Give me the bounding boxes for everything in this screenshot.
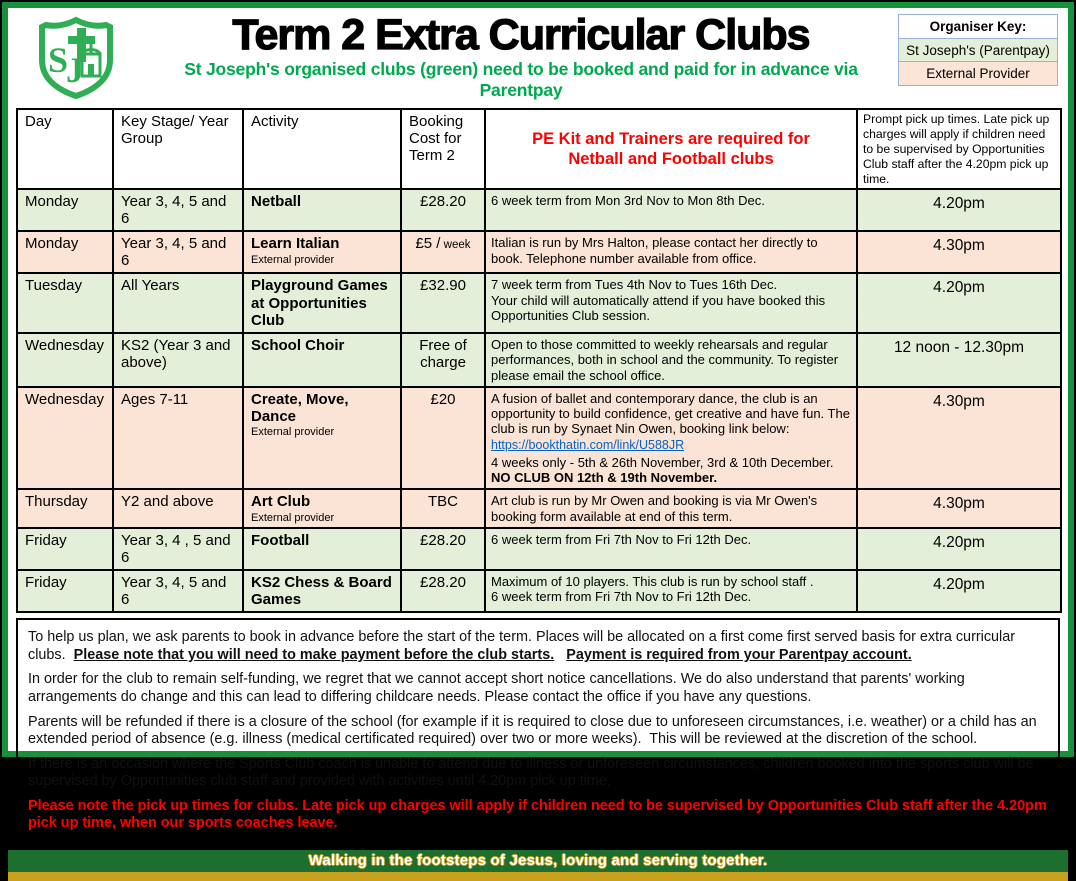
activity-name: Playground Games at Opportunities Club [251,277,388,329]
description-line: Your child will automatically attend if you have booked this Opportunities Club session. [491,292,826,323]
activity-name: Learn Italian [251,235,340,253]
pickup-cell: 4.20pm [857,570,1061,613]
note-text-segment: Please note the pick up times for clubs. Late pick up charges will apply if children need to be supervised by Opportunities Club staff after the 4.20pm pick up time, when our sports coaches leave. [28,797,1051,832]
description-cell [485,387,857,490]
keystage-cell: Year 3, 4, 5 and 6 [113,231,243,273]
table-row [17,333,1061,387]
activity-name: KS2 Chess & Board Games [251,573,392,609]
note-text-segment: Payment is required from your Parentpay account. [566,646,912,663]
keystage-cell: All Years [113,273,243,333]
keystage-cell: Y2 and above [113,489,243,527]
description-cell [485,189,857,231]
keystage-cell: Year 3, 4, 5 and 6 [113,189,243,231]
note-text-segment: Please note that you will need to make payment before the club starts. [73,646,555,663]
cost-cell: £28.20 [401,528,485,570]
description-line: Italian is run by Mrs Halton, please contact her directly to book. Telephone number available from office. [491,235,818,266]
note-text-segment: To help us plan, we ask parents to book in advance before the start of the term. Places will be allocated on a first come first served basis for extra curricular clubs. [28,629,1020,663]
description-line: 6 week term from Fri 7th Nov to Fri 12th Dec. [491,588,752,604]
column-header-cost: Booking Cost for Term 2 [401,109,485,189]
description-line: 7 week term from Tues 4th Nov to Tues 16th Dec. [491,277,778,293]
activity-cell [243,489,401,527]
activity-name: Create, Move, Dance [251,390,349,425]
description-line: 6 week term from Fri 7th Nov to Fri 12th Dec. [491,531,752,547]
activity-cell [243,387,401,490]
activity-name: School Choir [251,337,345,355]
activity-cell [243,273,401,333]
activity-name: Art Club [251,493,311,511]
table-header-row [17,109,1061,189]
keystage-cell: Year 3, 4, 5 and 6 [113,570,243,613]
activity-cell [243,189,401,231]
description-cell [485,231,857,273]
notes-box [16,618,1060,846]
cost-cell: £28.20 [401,570,485,613]
pickup-cell: 4.30pm [857,387,1061,490]
description-line: NO CLUB ON 12th & 19th November. [491,470,718,486]
keystage-cell: Ages 7-11 [113,387,243,490]
description-line: 4 weeks only - 5th & 26th November, 3rd & 10th December. [491,454,834,470]
cost-cell: £20 [401,387,485,490]
activity-name: Netball [251,193,302,211]
activity-name: Football [251,531,310,549]
booking-link[interactable]: https://bookthatin.com/link/U588JR [491,438,685,453]
organiser-key-item-external: External Provider [898,61,1058,86]
school-logo [16,12,150,105]
page-subtitle: St Joseph's organised clubs (green) need to be booked and paid for in advance via Parentpay [184,58,858,100]
table-row [17,570,1061,613]
pickup-cell: 4.20pm [857,528,1061,570]
organiser-key [898,14,1058,86]
external-provider-label: External provider [251,511,335,524]
column-header-keystage: Key Stage/ Year Group [113,109,243,189]
cost-cell: £28.20 [401,189,485,231]
description-line: Art club is run by Mr Owen and booking is via Mr Owen's booking form available at end of this term. [491,493,818,524]
table-row [17,387,1061,490]
description-line: 6 week term from Mon 3rd Nov to Mon 8th Dec. [491,193,765,209]
column-header-pickup: Prompt pick up times. Late pick up charges will apply if children need to be supervised by Opportunities Club staff after the 4.20pm pick up time. [857,109,1061,189]
svg-text:J: J [66,50,84,90]
pickup-cell: 4.20pm [857,273,1061,333]
shield-crest-icon [30,16,122,100]
note-text-segment: In order for the club to remain self-funding, we regret that we cannot accept short notice cancellations. We do also understand that parents' working arrangements do change and this can lead to differing childcare needs. Please contact the office if you have any questions. [28,671,969,705]
document-page [2,2,1074,869]
pickup-cell: 4.30pm [857,231,1061,273]
cost-cell: £5 / week [401,231,485,273]
description-cell [485,273,857,333]
note-text-segment [554,647,566,663]
activity-cell [243,528,401,570]
table-row [17,231,1061,273]
table-row [17,273,1061,333]
cost-cell: £32.90 [401,273,485,333]
note-text-segment: If there is an occasion where the Sports Club coach is unable to attend due to illness or unforeseen circumstances, children booked into the sports club will be supervised by Opportunities club staff and provided with activities until 4.20pm pick up time. [28,755,1038,790]
page-title: Term 2 Extra Curricular Clubs [232,11,810,59]
clubs-table-body [17,189,1061,612]
pickup-cell: 4.20pm [857,189,1061,231]
activity-cell [243,333,401,387]
note-paragraph [28,629,1048,664]
external-provider-label: External provider [251,253,335,266]
description-line: A fusion of ballet and contemporary dance, the club is an opportunity to build confidence, get creative and have fun. The club is run by Synaet Nin Owen, booking link below: [491,390,850,437]
svg-text:S: S [48,40,69,80]
description-cell [485,333,857,387]
day-cell: Monday [17,189,113,231]
day-cell: Wednesday [17,333,113,387]
keystage-cell: Year 3, 4 , 5 and 6 [113,528,243,570]
keystage-cell: KS2 (Year 3 and above) [113,333,243,387]
note-paragraph [28,797,1051,833]
table-row [17,489,1061,527]
gold-stripe [8,872,1068,881]
motto-text: Walking in the footsteps of Jesus, loving and serving together. [308,851,768,869]
column-header-activity: Activity [243,109,401,189]
external-provider-label: External provider [251,426,335,439]
activity-cell [243,570,401,613]
description-cell [485,528,857,570]
clubs-table [16,108,1062,613]
day-cell: Thursday [17,489,113,527]
organiser-key-item-parentpay: St Joseph's (Parentpay) [898,38,1058,63]
pickup-cell: 12 noon - 12.30pm [857,333,1061,387]
activity-cell [243,231,401,273]
description-cell [485,570,857,613]
description-line: Maximum of 10 players. This club is run by school staff . [491,573,814,589]
note-text-segment: Parents will be refunded if there is a closure of the school (for example if it is required to close due to unforeseen circumstances, i.e. weather) or a child has an extended period of absence (e.g. illness (medical certificated required) over two or more weeks). This will be reviewed at the discretion of the school. [28,713,1041,748]
pickup-cell: 4.30pm [857,489,1061,527]
description-line: Open to those committed to weekly rehearsals and regular performances, both in school and the community. To register please email the school office. [491,337,839,383]
note-paragraph [28,714,1048,749]
pe-kit-notice: PE Kit and Trainers are required for Netball and Football clubs [485,109,857,189]
day-cell: Friday [17,528,113,570]
table-row [17,528,1061,570]
organiser-key-title: Organiser Key: [898,14,1058,39]
table-row [17,189,1061,231]
day-cell: Friday [17,570,113,613]
motto-bar [8,850,1068,872]
note-paragraph [28,756,1048,791]
note-paragraph [28,671,1048,706]
cost-cell: Free of charge [401,333,485,387]
day-cell: Monday [17,231,113,273]
column-header-day: Day [17,109,113,189]
header [16,12,1060,105]
day-cell: Wednesday [17,387,113,490]
day-cell: Tuesday [17,273,113,333]
cost-suffix: week [440,239,471,252]
cost-cell: TBC [401,489,485,527]
description-cell [485,489,857,527]
